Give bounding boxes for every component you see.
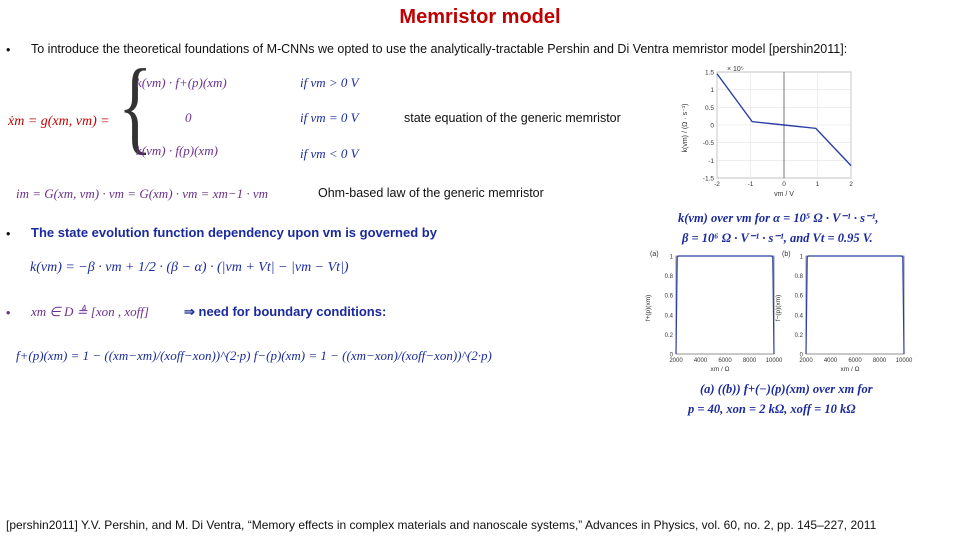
- domain-text: xm ∈ D ≜ [xon , xoff]: [31, 304, 149, 319]
- k-ytick-label: -1.5: [702, 175, 714, 183]
- f-plot-a-xlabel: xm / Ω: [710, 366, 730, 373]
- slide-title: Memristor model: [399, 6, 561, 28]
- bullet-dot-2: •: [6, 227, 11, 241]
- k-xtick-label: -2: [714, 181, 720, 188]
- f-xtick-label: 8000: [872, 358, 887, 364]
- f-caption-1: (a) ((b)) f+(−)(p)(xm) over xm for: [700, 382, 873, 396]
- f-ytick-label: 0.4: [794, 313, 803, 320]
- k-formula: k(vm) = −β · vm + 1/2 · (β − α) · (|vm + Vt| − |vm − Vt|): [30, 260, 349, 275]
- f-plot-b-ylabel: f−(p)(xm): [775, 294, 782, 322]
- state-eq-desc: state equation of the generic memristor: [404, 111, 621, 125]
- f-xtick-label: 4000: [693, 358, 708, 364]
- k-xtick-label: 0: [782, 181, 786, 188]
- f-xtick-label: 10000: [765, 358, 783, 364]
- k-ytick-label: -0.5: [702, 140, 714, 148]
- cond-3: if vm < 0 V: [300, 146, 359, 161]
- bullet-dot: •: [6, 43, 11, 57]
- k-xtick-label: -1: [747, 181, 754, 188]
- bullet-dot-3: •: [6, 306, 11, 320]
- f-plots: [642, 246, 913, 374]
- state-evolution-text: The state evolution function dependency upon vm is governed by: [31, 225, 437, 240]
- k-xtick-label: 1: [815, 181, 820, 188]
- f-ytick-label: 0.6: [664, 293, 673, 300]
- f-ytick-label: 0.6: [794, 293, 803, 300]
- k-ytick-label: 1.5: [704, 69, 714, 77]
- f-xtick-label: 10000: [895, 358, 913, 364]
- f-xtick-label: 6000: [848, 358, 862, 364]
- k-xtick-label: 2: [849, 181, 853, 188]
- f-xtick-label: 2000: [799, 358, 813, 364]
- f-plot-a-ylabel: f+(p)(xm): [645, 294, 652, 322]
- k-plot-exponent: × 10⁵: [727, 66, 744, 73]
- panel-b-label: (b): [782, 251, 791, 258]
- f-ytick-label: 0: [669, 352, 673, 359]
- f-plot-b-xlabel: xm / Ω: [840, 366, 860, 373]
- f-ytick-label: 0.2: [664, 332, 673, 339]
- f-ytick-label: 1: [669, 254, 673, 261]
- intro-text: To introduce the theoretical foundations of M-CNNs we opted to use the analytically-tractable Pershin and Di Ventra memristor model [pershin2011]:: [31, 42, 848, 56]
- brace: {: [118, 48, 153, 164]
- panel-a-label: (a): [650, 251, 659, 258]
- cond-2: if vm = 0 V: [300, 110, 359, 125]
- f-plot-b: [795, 255, 913, 365]
- f-plot-a: [665, 255, 783, 365]
- k-ytick-label: 0.5: [704, 104, 714, 112]
- k-plot-xticks: [714, 181, 853, 188]
- f-xtick-label: 8000: [742, 358, 757, 364]
- k-ytick-label: -1: [708, 157, 714, 165]
- citation: [pershin2011] Y.V. Pershin, and M. Di Ventra, “Memory effects in complex materials and nanoscale systems,” Advances in Physics, vol. 60, no. 2, pp. 145–227, 2011: [6, 518, 877, 532]
- k-ytick-label: 1: [710, 87, 714, 95]
- ohm-desc: Ohm-based law of the generic memristor: [318, 186, 544, 200]
- f-ytick-label: 0.4: [664, 313, 673, 320]
- k-ytick-label: 0: [710, 122, 714, 130]
- cond-1: if vm > 0 V: [300, 75, 359, 90]
- case-2: 0: [185, 110, 192, 125]
- f-ytick-label: 0.8: [664, 274, 673, 281]
- f-ytick-label: 0.8: [794, 274, 803, 281]
- case-1: k(vm) · f+(p)(xm): [136, 75, 227, 90]
- k-caption-1: k(vm) over vm for α = 10⁵ Ω · V⁻¹ · s⁻¹,: [678, 211, 879, 225]
- f-xtick-label: 4000: [823, 358, 838, 364]
- f-ytick-label: 0: [799, 352, 803, 359]
- state-eq-lhs: ẋm = g(xm, vm) =: [8, 114, 110, 129]
- k-plot-ylabel: k(vm) / (Ω · s⁻¹): [682, 103, 689, 153]
- f-ytick-label: 0.2: [794, 332, 803, 339]
- window-functions: f+(p)(xm) = 1 − ((xm−xm)/(xoff−xon))^(2·p) f−(p)(xm) = 1 − ((xm−xon)/(xoff−xon))^(2·p): [16, 348, 492, 363]
- k-plot-yticks: [703, 70, 715, 183]
- ohm-formula: im = G(xm, vm) · vm = G(xm) · vm = xm−1 · vm: [16, 186, 269, 201]
- k-plot-xlabel: vm / V: [774, 191, 794, 198]
- f-plot-frame: [676, 256, 774, 354]
- f-xtick-label: 2000: [669, 358, 683, 364]
- f-xtick-label: 6000: [718, 358, 732, 364]
- k-plot: [675, 64, 865, 200]
- f-ytick-label: 1: [799, 254, 803, 261]
- case-3: k(vm) · f(p)(xm): [136, 143, 218, 158]
- f-plot-frame: [806, 256, 904, 354]
- boundary-text: ⇒ need for boundary conditions:: [184, 304, 387, 319]
- k-caption-2: β = 10⁶ Ω · V⁻¹ · s⁻¹, and Vt = 0.95 V.: [682, 231, 873, 245]
- f-caption-2: p = 40, xon = 2 kΩ, xoff = 10 kΩ: [688, 402, 856, 416]
